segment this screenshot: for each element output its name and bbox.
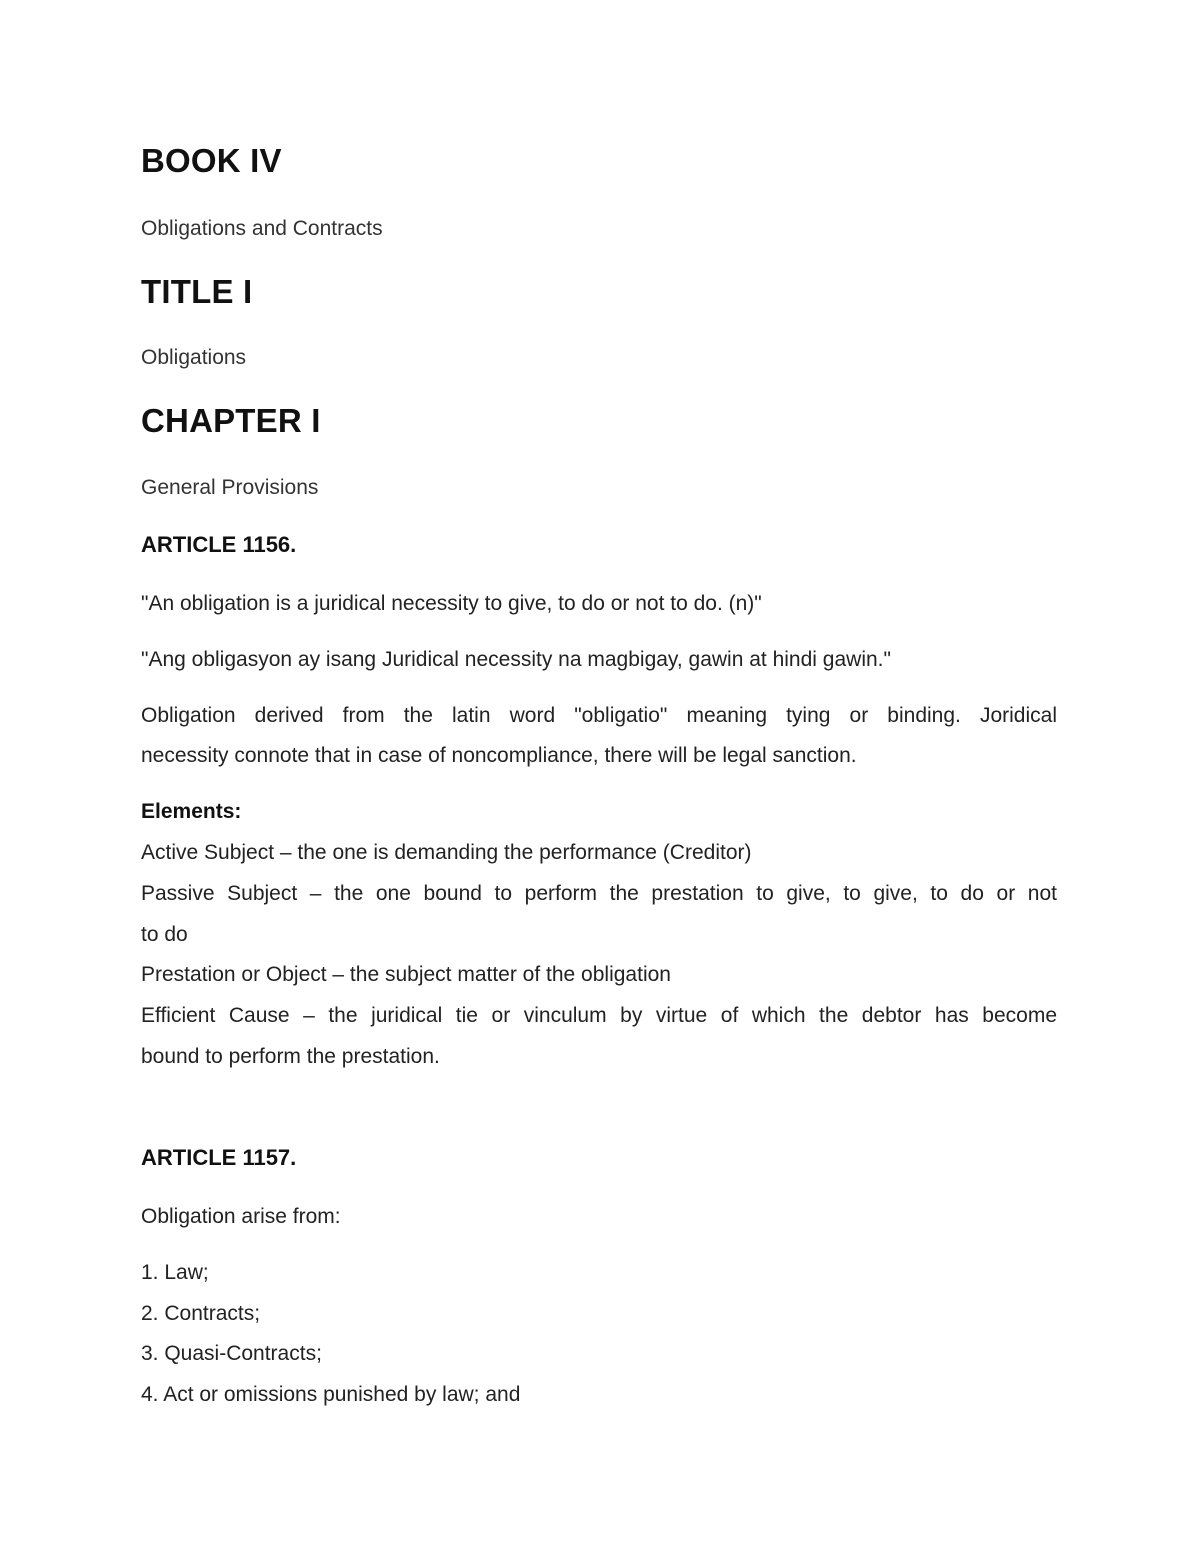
article-1156-quote-english: "An obligation is a juridical necessity to give, to do or not to do. (n)" <box>141 592 762 615</box>
elements-label: Elements: <box>141 800 242 823</box>
list-item: 3. Quasi-Contracts; <box>141 1342 322 1365</box>
element-efficient-cause-line-2: bound to perform the prestation. <box>141 1045 440 1068</box>
article-1157-intro: Obligation arise from: <box>141 1205 341 1228</box>
article-1157-heading: ARTICLE 1157. <box>141 1145 297 1170</box>
article-1156-heading: ARTICLE 1156. <box>141 532 297 557</box>
list-item: 4. Act or omissions punished by law; and <box>141 1383 521 1406</box>
element-passive-subject-line-1: Passive Subject – the one bound to perform the prestation to give, to give, to do or not <box>141 882 1057 905</box>
element-efficient-cause-line-1: Efficient Cause – the juridical tie or vinculum by virtue of which the debtor has become <box>141 1004 1057 1027</box>
element-passive-subject-line-2: to do <box>141 923 188 946</box>
article-1156-quote-filipino: "Ang obligasyon ay isang Juridical necessity na magbigay, gawin at hindi gawin." <box>141 648 891 671</box>
article-1156-explanation-line-2: necessity connote that in case of noncompliance, there will be legal sanction. <box>141 744 857 767</box>
list-item: 2. Contracts; <box>141 1302 261 1325</box>
element-active-subject: Active Subject – the one is demanding the performance (Creditor) <box>141 841 752 864</box>
title-heading: TITLE I <box>141 273 253 310</box>
element-prestation: Prestation or Object – the subject matter of the obligation <box>141 963 671 986</box>
title-subtitle: Obligations <box>141 346 247 369</box>
book-heading: BOOK IV <box>141 142 282 179</box>
chapter-subtitle: General Provisions <box>141 476 319 499</box>
article-1156-explanation-line-1: Obligation derived from the latin word "obligatio" meaning tying or binding. Joridical <box>141 704 1057 727</box>
list-item: 1. Law; <box>141 1261 209 1284</box>
book-subtitle: Obligations and Contracts <box>141 217 383 240</box>
chapter-heading: CHAPTER I <box>141 402 321 439</box>
